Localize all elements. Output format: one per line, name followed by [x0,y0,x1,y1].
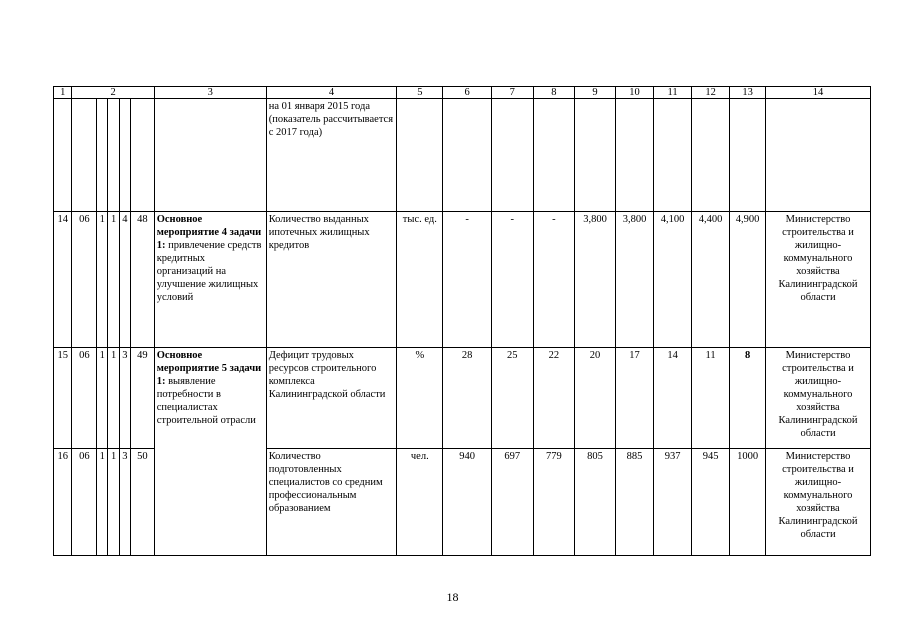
event-description: привлечение средств кредитных организаций на улучшение жилищных условий [156,240,262,303]
code-cell [119,99,130,212]
code-cell: 3 [119,449,130,556]
header-cell: 8 [533,87,574,99]
value-cell: 805 [574,449,615,556]
value-cell [491,99,533,212]
header-cell: 13 [730,87,766,99]
table-row [54,348,871,449]
value-cell [574,99,615,212]
code-cell: 06 [72,449,97,556]
unit-cell: тыс. ед. [397,212,443,348]
code-cell [131,99,155,212]
event-cell [154,348,266,556]
unit-cell [397,99,443,212]
table-row [54,99,871,212]
value-cell: - [533,212,574,348]
unit-cell: чел. [397,449,443,556]
value-cell: 20 [574,348,615,449]
executor-cell: Министерство строительства и жилищно-коммунального хозяйства Калининградской области [766,348,871,449]
code-cell [108,99,119,212]
code-cell: 4 [119,212,130,348]
header-cell: 9 [574,87,615,99]
code-cell: 1 [108,449,119,556]
value-cell: 945 [692,449,730,556]
value-cell [616,99,654,212]
table-row [54,212,871,348]
code-cell: 49 [131,348,155,449]
value-cell: 1000 [730,449,766,556]
header-cell: 2 [72,87,154,99]
event-title: Основное мероприятие 5 задачи 1: [156,350,262,387]
value-cell [443,99,491,212]
code-cell: 48 [131,212,155,348]
value-cell [692,99,730,212]
value-cell: - [491,212,533,348]
executor-cell: Министерство строительства и жилищно-коммунального хозяйства Калининградской области [766,212,871,348]
event-description: выявление потребности в специалистах строительной отрасли [156,376,256,426]
code-cell: 06 [72,212,97,348]
row-number: 15 [54,348,72,449]
event-title: Основное мероприятие 4 задачи 1: [156,214,262,251]
unit-cell: % [397,348,443,449]
code-cell: 50 [131,449,155,556]
header-cell: 7 [491,87,533,99]
header-cell: 5 [397,87,443,99]
row-number [54,99,72,212]
value-cell [730,99,766,212]
value-cell: 22 [533,348,574,449]
page-number: 18 [446,590,459,604]
row-number: 16 [54,449,72,556]
value-cell: 4,400 [692,212,730,348]
header-cell: 3 [154,87,266,99]
value-cell: 885 [616,449,654,556]
event-cell [154,99,266,212]
code-cell: 06 [72,348,97,449]
code-cell: 1 [108,212,119,348]
value-cell: 8 [730,348,766,449]
header-cell: 6 [443,87,491,99]
value-cell: 937 [654,449,692,556]
header-cell: 14 [766,87,871,99]
value-cell: 3,800 [574,212,615,348]
code-cell: 1 [97,449,108,556]
indicator-cell: на 01 января 2015 года (показатель рассчитывается с 2017 года) [266,99,397,212]
code-cell: 1 [97,212,108,348]
value-cell [654,99,692,212]
header-row [54,87,871,99]
value-cell: 779 [533,449,574,556]
value-cell: 3,800 [616,212,654,348]
header-cell: 1 [54,87,72,99]
value-cell: 940 [443,449,491,556]
code-cell: 3 [119,348,130,449]
value-cell [533,99,574,212]
header-cell: 10 [616,87,654,99]
indicator-cell: Количество подготовленных специалистов со средним профессиональным образованием [266,449,397,556]
value-cell: 697 [491,449,533,556]
row-number: 14 [54,212,72,348]
value-cell: - [443,212,491,348]
indicators-table [53,86,871,556]
indicator-cell: Дефицит трудовых ресурсов строительного комплекса Калининградской области [266,348,397,449]
code-cell [97,99,108,212]
value-cell: 11 [692,348,730,449]
indicator-cell: Количество выданных ипотечных жилищных кредитов [266,212,397,348]
header-cell: 12 [692,87,730,99]
header-cell: 11 [654,87,692,99]
code-cell: 1 [97,348,108,449]
value-cell: 17 [616,348,654,449]
value-cell: 25 [491,348,533,449]
value-cell: 28 [443,348,491,449]
event-cell [154,212,266,348]
header-cell: 4 [266,87,397,99]
value-cell: 14 [654,348,692,449]
code-cell: 1 [108,348,119,449]
code-cell [72,99,97,212]
value-cell: 4,100 [654,212,692,348]
executor-cell [766,99,871,212]
executor-cell: Министерство строительства и жилищно-коммунального хозяйства Калининградской области [766,449,871,556]
value-cell: 4,900 [730,212,766,348]
